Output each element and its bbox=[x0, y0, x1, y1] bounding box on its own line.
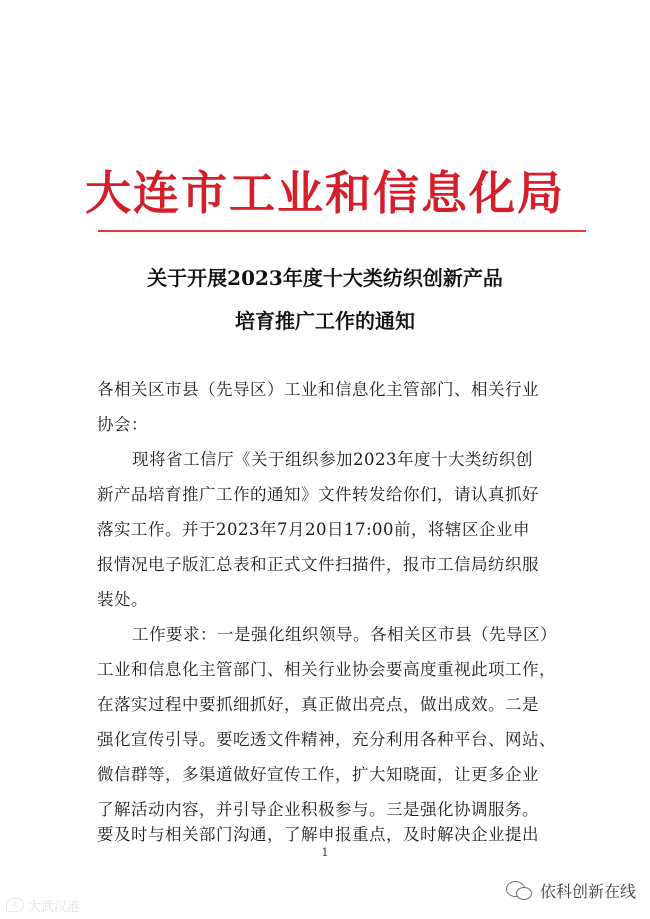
body-line: 了解活动内容，并引导企业积极参与。三是强化协调服务。 bbox=[97, 800, 539, 819]
letterhead-org-name: 大连市工业和信息化局 bbox=[85, 166, 565, 220]
body-line: 装处。 bbox=[97, 590, 148, 609]
wechat-icon bbox=[506, 881, 532, 901]
body-line: 在落实过程中要抓细抓好，真正做出亮点，做出成效。二是 bbox=[97, 695, 539, 714]
body-line: 强化宣传引导。要吃透文件精神，充分利用各种平台、网站、 bbox=[97, 730, 556, 749]
body-line: 微信群等，多渠道做好宣传工作，扩大知晓面，让更多企业 bbox=[97, 765, 539, 784]
notice-title-line-2: 培育推广工作的通知 bbox=[235, 309, 415, 333]
watermark-logo-icon: 大 bbox=[6, 898, 24, 912]
body-line: 报情况电子版汇总表和正式文件扫描件，报市工信局纺织服 bbox=[97, 555, 539, 574]
body-line: 各相关区市县（先导区）工业和信息化主管部门、相关行业 bbox=[97, 380, 539, 399]
body-line: 新产品培育推广工作的通知》文件转发给你们，请认真抓好 bbox=[97, 485, 539, 504]
watermark-right-text: 依科创新在线 bbox=[539, 882, 636, 901]
letterhead-red-rule bbox=[98, 230, 586, 232]
watermark-left bbox=[6, 896, 80, 914]
page-number: 1 bbox=[321, 846, 329, 859]
watermark-right bbox=[506, 879, 636, 902]
body-line: 工业和信息化主管部门、相关行业协会要高度重视此项工作， bbox=[97, 660, 556, 679]
body-line: 协会： bbox=[97, 415, 148, 434]
body-line: 工作要求：一是强化组织领导。各相关区市县（先导区） bbox=[132, 625, 557, 644]
body-line: 落实工作。并于2023年7月20日17:00前，将辖区企业申 bbox=[97, 520, 531, 539]
body-line: 要及时与相关部门沟通，了解申报重点，及时解决企业提出 bbox=[97, 825, 539, 844]
body-line: 现将省工信厅《关于组织参加2023年度十大类纺织创 bbox=[132, 450, 533, 469]
notice-title-line-1: 关于开展2023年度十大类纺织创新产品 bbox=[147, 266, 503, 290]
watermark-left-text: 大武汉港 bbox=[28, 899, 81, 915]
